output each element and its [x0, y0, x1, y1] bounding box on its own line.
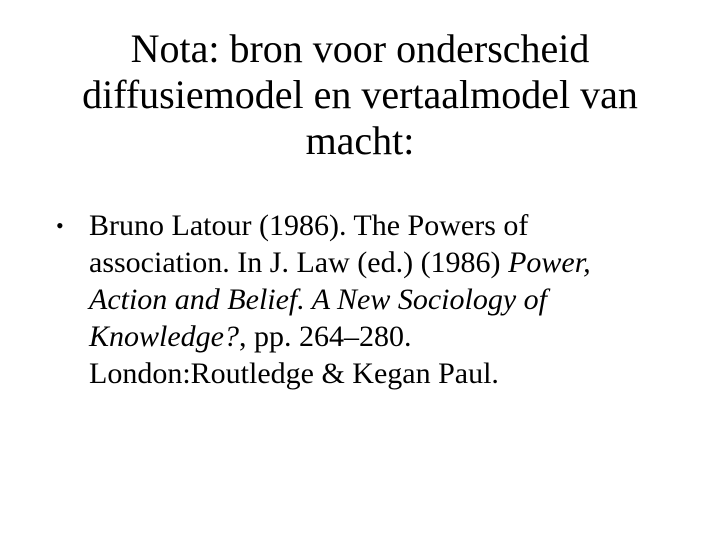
reference-book-title-part-2: Action and Belief. A New Sociology of: [89, 283, 547, 316]
reference-editor: association. In J. Law (ed.) (1986): [89, 246, 509, 279]
slide-title: [40, 26, 680, 164]
reference-line-5: [89, 355, 674, 392]
reference-line-2: [89, 244, 674, 281]
reference-line-3: [89, 281, 674, 318]
bullet-list: [54, 207, 674, 392]
title-line-1: Nota: bron voor onderscheid: [130, 26, 590, 71]
title-line-3: macht:: [305, 118, 415, 163]
reference-bullet: [54, 207, 674, 392]
reference-author-title: Bruno Latour (1986). The Powers of: [89, 209, 529, 242]
reference-book-title-part-1: Power,: [508, 246, 591, 279]
title-line-2: diffusiemodel en vertaalmodel van: [82, 72, 638, 117]
reference-line-1: [89, 207, 674, 244]
reference-publisher: London:Routledge & Kegan Paul.: [89, 357, 499, 390]
reference-line-4: [89, 318, 674, 355]
reference-book-title-part-3: Knowledge?: [89, 320, 239, 353]
bullet-icon: •: [56, 213, 64, 238]
reference-pages: , pp. 264–280.: [239, 320, 412, 353]
